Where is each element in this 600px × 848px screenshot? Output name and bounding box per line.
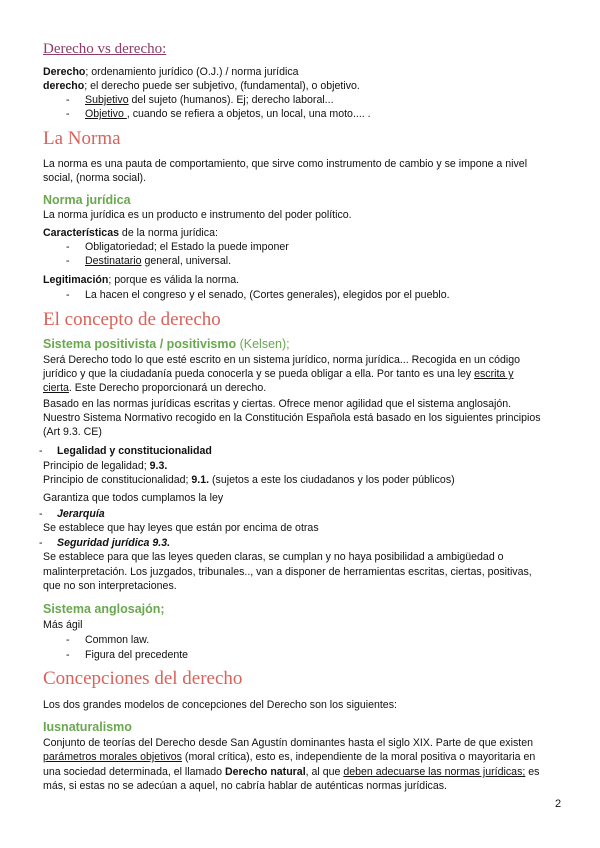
- bullet-precedente: Figura del precedente: [85, 649, 189, 661]
- term-derecho-natural: Derecho natural: [224, 766, 306, 778]
- text: , cuando se refiera a objetos, un local, una moto.... .: [126, 108, 371, 120]
- bullet-dash: -: [66, 241, 70, 253]
- text: ; porque es válida la norma.: [108, 274, 240, 286]
- paragraph-iusnat-line4: más, si estas no se adecúan a aquel, no cabría hablar de auténticas normas jurídicas.: [43, 780, 447, 792]
- paragraph-iusnat-line3: [43, 766, 539, 779]
- bullet-dash: -: [39, 537, 43, 549]
- text: . Este Derecho proporcionará un derecho.: [68, 382, 267, 394]
- heading-concepciones: Concepciones del derecho: [43, 668, 243, 689]
- heading-concepto-derecho: El concepto de derecho: [43, 309, 221, 330]
- paragraph-concepciones-intro: Los dos grandes modelos de concepciones del Derecho son los siguientes:: [43, 699, 397, 711]
- text: ; ordenamiento jurídico (O.J.) / norma jurídica: [85, 66, 299, 78]
- page-number: 2: [555, 798, 562, 810]
- line-jerarquia: Se establece que hay leyes que están por encima de otras: [43, 522, 319, 534]
- text: (sujetos a este los ciudadanos y los poder públicos): [209, 474, 455, 486]
- underlined-text: escrita y: [474, 368, 514, 380]
- text: Principio de legalidad;: [43, 460, 150, 472]
- line-garantiza: Garantiza que todos cumplamos la ley: [43, 492, 224, 504]
- text: es: [525, 766, 540, 778]
- paragraph-iusnat-line1: Conjunto de teorías del Derecho desde San Agustín dominantes hasta el siglo XIX. Parte de que existen: [43, 737, 533, 749]
- heading-norma-juridica: Norma jurídica: [43, 193, 131, 207]
- text: de la norma jurídica:: [118, 227, 218, 239]
- text: una sociedad determinada, el llamado: [43, 766, 225, 778]
- paragraph-positivismo-line3: [43, 382, 266, 395]
- term-caracteristicas: Características: [43, 227, 119, 239]
- bullet-congreso: La hacen el congreso y el senado, (Cortes generales), elegidos por el pueblo.: [85, 289, 450, 301]
- bullet-destinatario: [85, 255, 231, 268]
- text: jurídico y que la ciudadanía pueda conocerla y se pueda obligar a ella. Por tanto es una ley: [43, 368, 475, 380]
- text: general, universal.: [141, 255, 232, 267]
- term-destinatario: Destinatario: [85, 255, 142, 267]
- bullet-dash: -: [66, 108, 70, 120]
- bullet-subjetivo: [85, 94, 334, 107]
- line-derecho-lower-definition: [43, 80, 360, 93]
- bullet-dash: -: [66, 634, 70, 646]
- paragraph-seguridad-line2: malinterpretación. Los juzgados, tribunales.., van a disponer de herramientas escritas, ciertas, positivas,: [43, 566, 532, 578]
- term-legitimacion: Legitimación: [43, 274, 109, 286]
- text: Principio de constitucionalidad;: [43, 474, 192, 486]
- term-objetivo: Objetivo: [85, 108, 127, 120]
- bullet-dash: -: [39, 508, 43, 520]
- line-mas-agil: Más ágil: [43, 619, 83, 631]
- line-caracteristicas: [43, 227, 218, 240]
- text: , al que: [305, 766, 344, 778]
- underlined-text: cierta: [43, 382, 69, 394]
- text: ; el derecho puede ser subjetivo, (fundamental), o objetivo.: [84, 80, 360, 92]
- bullet-dash: -: [66, 94, 70, 106]
- bullet-dash: -: [66, 289, 70, 301]
- heading-jerarquia: Jerarquía: [57, 508, 105, 520]
- paragraph-iusnat-line2: [43, 751, 535, 764]
- bullet-objetivo: [85, 108, 371, 121]
- paragraph-positivismo-line2: [43, 368, 514, 381]
- paragraph-norma-line1: La norma es una pauta de comportamiento, que sirve como instrumento de cambio y se impone a nivel: [43, 158, 528, 170]
- bullet-dash: -: [66, 255, 70, 267]
- sistema-positivista-label: Sistema positivista / positivismo: [43, 337, 237, 351]
- bullet-dash: -: [66, 649, 70, 661]
- bullet-obligatoriedad: Obligatoriedad; el Estado la puede imponer: [85, 241, 289, 253]
- paragraph-basado-line3: (Art 9.3. CE): [43, 426, 102, 438]
- heading-iusnaturalismo: Iusnaturalismo: [43, 720, 132, 734]
- heading-legalidad: Legalidad y constitucionalidad: [57, 445, 212, 457]
- heading-seguridad-juridica: Seguridad jurídica 9.3.: [57, 537, 171, 549]
- heading-sistema-anglosajon: Sistema anglosajón;: [43, 602, 165, 616]
- line-legitimacion: [43, 274, 239, 287]
- article-ref: 9.3.: [149, 460, 168, 472]
- paragraph-norma-line2: social, (norma social).: [43, 172, 147, 184]
- article-ref: 9.1.: [191, 474, 210, 486]
- heading-la-norma: La Norma: [43, 128, 121, 149]
- term-derecho-lower: derecho: [43, 80, 85, 92]
- text: del sujeto (humanos). Ej; derecho laboral...: [128, 94, 334, 106]
- heading-sistema-positivista: [43, 337, 290, 351]
- bullet-dash: -: [39, 445, 43, 457]
- heading-derecho-vs-derecho: Derecho vs derecho:: [43, 41, 167, 57]
- text: (moral crítica), esto es, independiente de la moral positiva o mayoritaria en: [181, 751, 536, 763]
- paragraph-seguridad-line1: Se establece para que las leyes queden claras, se cumplan y no haya posibilidad a ambigüedad o: [43, 551, 504, 563]
- term-derecho: Derecho: [43, 66, 86, 78]
- underlined-text: parámetros morales objetivos: [43, 751, 182, 763]
- line-derecho-definition: [43, 66, 299, 79]
- paragraph-seguridad-line3: que no son interpretaciones.: [43, 580, 177, 592]
- paragraph-basado-line1: Basado en las normas jurídicas escritas y ciertas. Ofrece menor agilidad que el sistema anglosajón.: [43, 398, 512, 410]
- line-principio-legalidad: [43, 460, 167, 473]
- paragraph-basado-line2: Nuestro Sistema Normativo recogido en la Constitución Española está basado en los siguientes principios: [43, 412, 541, 424]
- paragraph-norma-juridica: La norma jurídica es un producto e instrumento del poder político.: [43, 209, 352, 221]
- term-subjetivo: Subjetivo: [85, 94, 129, 106]
- line-principio-constitucionalidad: [43, 474, 455, 487]
- bullet-common-law: Common law.: [85, 634, 150, 646]
- paragraph-positivismo-line1: Será Derecho todo lo que esté escrito en un sistema jurídico, norma jurídica... Recogida en un código: [43, 354, 520, 366]
- kelsen-label: (Kelsen);: [236, 337, 290, 351]
- underlined-text: deben adecuarse las normas jurídicas;: [343, 766, 526, 778]
